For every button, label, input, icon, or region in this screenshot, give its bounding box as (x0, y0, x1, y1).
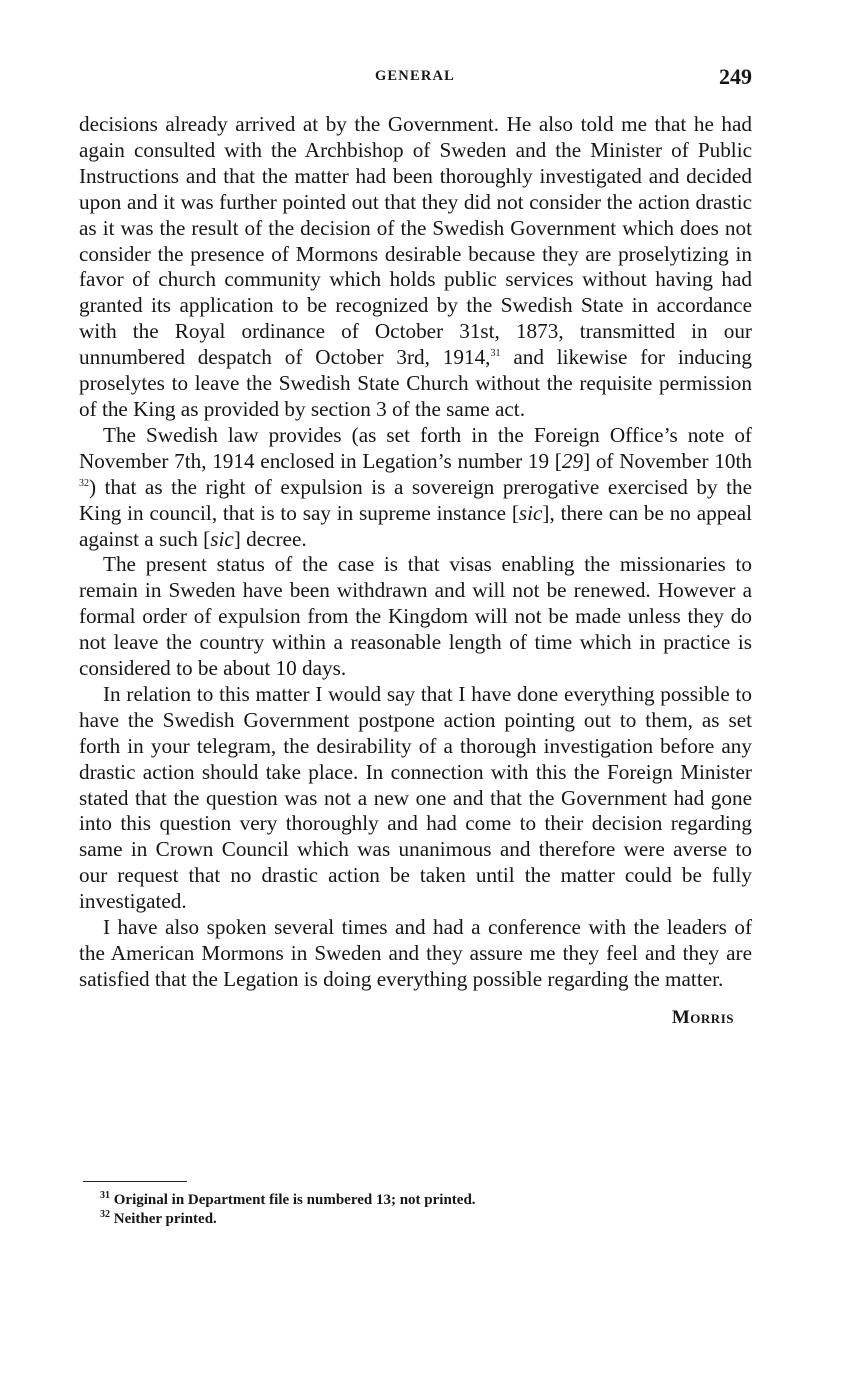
paragraph-text: ] of November 10th (583, 448, 752, 473)
section-title: GENERAL (374, 68, 456, 84)
paragraph-1 (79, 112, 752, 423)
paragraph-2 (79, 423, 752, 553)
paragraph-text: decisions already arrived at by the Government. He also told me that he had again consulted with the Archbishop of Sweden and the Minister of Public Instructions and that the matter had been thoroughly investigated and decided upon and it was further pointed out that they did not consider the action drastic as it was the result of the decision of the Swedish Government which does not consider the presence of Mormons desirable because they are proselytizing in favor of church community which holds public services without having had granted its application to be recognized by the Swedish State in accordance with the Royal ordinance of October 31st, 1873, transmitted in our unnumbered despatch of October 3rd, 1914, (79, 112, 752, 370)
body-text (79, 112, 752, 1031)
sic-marker: sic (518, 500, 543, 525)
footnotes (100, 1191, 740, 1229)
paragraph-5 (79, 915, 752, 993)
footnote-mark: 32 (100, 1209, 110, 1220)
paragraph-text: I have also spoken several times and had a conference with the leaders of the American Mormons in Sweden and they assure me they feel and they are satisfied that the Legation is doing everything possible regarding the matter. (79, 915, 752, 991)
paragraph-4 (79, 682, 752, 915)
footnote-31 (100, 1191, 740, 1210)
footnote-mark: 31 (100, 1190, 110, 1201)
footnote-ref-31: 31 (490, 348, 501, 360)
footnote-text: Original in Department file is numbered 13; not printed. (110, 1192, 476, 1208)
sic-marker: sic (210, 526, 234, 551)
italic-insertion: 29 (561, 448, 584, 473)
footnote-divider (83, 1181, 187, 1182)
running-head (78, 64, 752, 92)
footnote-ref-32: 32 (79, 477, 89, 489)
paragraph-text: In relation to this matter I would say that I have done everything possible to have the Swedish Government postpone action pointing out to them, as set forth in your telegram, the desirability of a thorough investigation before any drastic action should take place. In connection with this the Foreign Minister stated that the question was not a new one and that the Government had gone into this question very thoroughly and had come to their decision regarding same in Crown Council which was unanimous and therefore were averse to our request that no drastic action be taken until the matter could be fully investigated. (79, 681, 752, 914)
paragraph-text: ] decree. (233, 526, 307, 551)
paragraph-text: The present status of the case is that visas enabling the missionaries to remain in Sweden have been withdrawn and will not be renewed. However a formal order of expulsion from the Kingdom will not be made unless they do not leave the country within a reasonable length of time which in practice is considered to be about 10 days. (79, 552, 752, 681)
page-number: 249 (719, 64, 752, 89)
paragraph-3 (79, 552, 752, 682)
paragraph-text: and likewise for inducing proselytes to leave the Swedish State Church without the requisite permission of the King as provided by section 3 of the same act. (79, 345, 752, 421)
paragraph-text: ) that as the right of expulsion is a sovereign prerogative exercised by the King in council, that is to say in supreme instance [ (79, 474, 752, 525)
footnote-text: Neither printed. (110, 1211, 217, 1227)
signature: Morris (671, 1006, 734, 1028)
paragraph-text: The Swedish law provides (as set forth in the Foreign Office’s note of November 7th, 1914 enclosed in Legation’s number 19 [ (79, 422, 752, 473)
paragraph-text: ], there can be no appeal against a such [ (79, 500, 752, 551)
footnote-32 (100, 1210, 740, 1229)
